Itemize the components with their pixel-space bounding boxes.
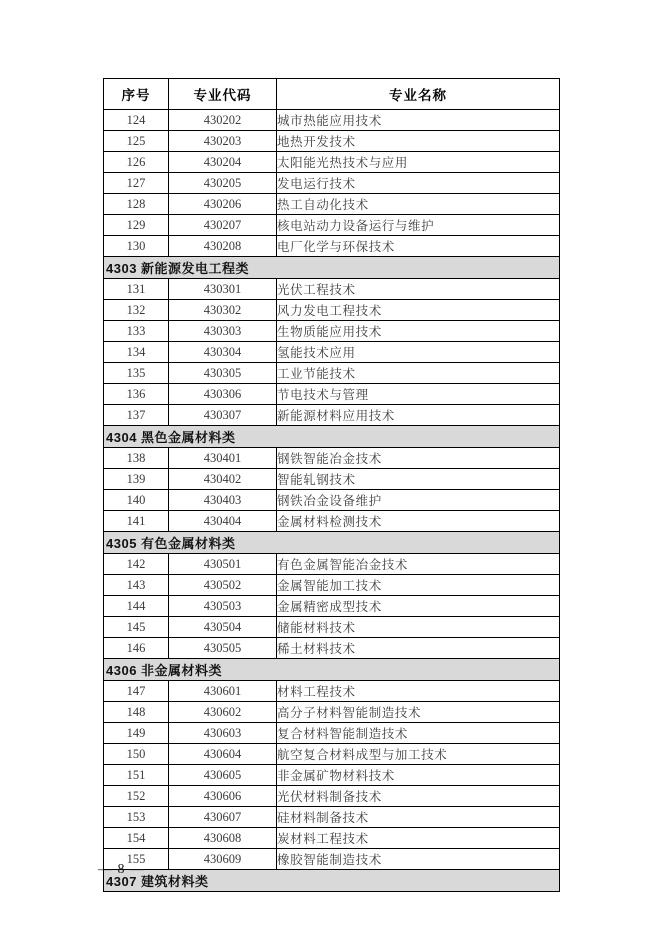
- cell-major-name: 热工自动化技术: [277, 194, 560, 215]
- cell-major-name: 生物质能应用技术: [277, 321, 560, 342]
- cell-sequence-number: 133: [104, 321, 169, 342]
- table-row: [104, 575, 560, 596]
- cell-major-name: 橡胶智能制造技术: [277, 849, 560, 870]
- table-row: [104, 448, 560, 469]
- category-label: 4304 黑色金属材料类: [104, 426, 560, 448]
- cell-major-code: 430207: [169, 215, 277, 236]
- cell-major-name: 光伏工程技术: [277, 279, 560, 300]
- table-row: [104, 828, 560, 849]
- cell-sequence-number: 139: [104, 469, 169, 490]
- cell-major-code: 430505: [169, 638, 277, 659]
- category-row: [104, 426, 560, 448]
- table-row: [104, 300, 560, 321]
- cell-major-code: 430608: [169, 828, 277, 849]
- cell-major-name: 城市热能应用技术: [277, 110, 560, 131]
- table-row: [104, 363, 560, 384]
- cell-major-code: 430206: [169, 194, 277, 215]
- cell-sequence-number: 125: [104, 131, 169, 152]
- category-row: [104, 532, 560, 554]
- cell-major-code: 430601: [169, 681, 277, 702]
- table-header-row: [104, 79, 560, 110]
- column-header-code: 专业代码: [169, 79, 277, 110]
- category-label: 4305 有色金属材料类: [104, 532, 560, 554]
- category-row: [104, 870, 560, 892]
- category-label: 4303 新能源发电工程类: [104, 257, 560, 279]
- cell-major-code: 430604: [169, 744, 277, 765]
- table-row: [104, 110, 560, 131]
- cell-major-code: 430501: [169, 554, 277, 575]
- cell-major-code: 430502: [169, 575, 277, 596]
- table-row: [104, 849, 560, 870]
- cell-major-code: 430303: [169, 321, 277, 342]
- category-label: 4306 非金属材料类: [104, 659, 560, 681]
- cell-sequence-number: 134: [104, 342, 169, 363]
- cell-major-name: 电厂化学与环保技术: [277, 236, 560, 257]
- column-header-name: 专业名称: [277, 79, 560, 110]
- table-row: [104, 786, 560, 807]
- table-row: [104, 321, 560, 342]
- cell-sequence-number: 140: [104, 490, 169, 511]
- catalog-table-container: [103, 78, 559, 892]
- cell-sequence-number: 146: [104, 638, 169, 659]
- cell-sequence-number: 149: [104, 723, 169, 744]
- cell-sequence-number: 135: [104, 363, 169, 384]
- cell-major-code: 430402: [169, 469, 277, 490]
- table-row: [104, 638, 560, 659]
- cell-sequence-number: 138: [104, 448, 169, 469]
- table-row: [104, 405, 560, 426]
- cell-major-name: 航空复合材料成型与加工技术: [277, 744, 560, 765]
- cell-major-name: 金属精密成型技术: [277, 596, 560, 617]
- cell-major-name: 高分子材料智能制造技术: [277, 702, 560, 723]
- cell-sequence-number: 131: [104, 279, 169, 300]
- cell-major-name: 工业节能技术: [277, 363, 560, 384]
- cell-major-name: 风力发电工程技术: [277, 300, 560, 321]
- table-row: [104, 490, 560, 511]
- cell-major-name: 有色金属智能冶金技术: [277, 554, 560, 575]
- table-row: [104, 342, 560, 363]
- cell-sequence-number: 137: [104, 405, 169, 426]
- cell-sequence-number: 129: [104, 215, 169, 236]
- cell-major-name: 节电技术与管理: [277, 384, 560, 405]
- cell-major-name: 非金属矿物材料技术: [277, 765, 560, 786]
- table-row: [104, 236, 560, 257]
- table-row: [104, 596, 560, 617]
- cell-major-code: 430504: [169, 617, 277, 638]
- table-row: [104, 765, 560, 786]
- page-number-footer: — 8 —: [98, 862, 145, 877]
- table-row: [104, 681, 560, 702]
- cell-sequence-number: 152: [104, 786, 169, 807]
- cell-major-name: 智能轧钢技术: [277, 469, 560, 490]
- cell-sequence-number: 145: [104, 617, 169, 638]
- cell-major-code: 430606: [169, 786, 277, 807]
- cell-sequence-number: 136: [104, 384, 169, 405]
- cell-major-name: 储能材料技术: [277, 617, 560, 638]
- cell-sequence-number: 141: [104, 511, 169, 532]
- cell-major-code: 430202: [169, 110, 277, 131]
- cell-major-name: 金属材料检测技术: [277, 511, 560, 532]
- table-row: [104, 173, 560, 194]
- cell-sequence-number: 132: [104, 300, 169, 321]
- category-row: [104, 257, 560, 279]
- cell-sequence-number: 124: [104, 110, 169, 131]
- table-row: [104, 215, 560, 236]
- cell-major-name: 稀土材料技术: [277, 638, 560, 659]
- table-row: [104, 279, 560, 300]
- cell-major-name: 光伏材料制备技术: [277, 786, 560, 807]
- cell-major-name: 氢能技术应用: [277, 342, 560, 363]
- cell-major-name: 钢铁冶金设备维护: [277, 490, 560, 511]
- cell-major-code: 430204: [169, 152, 277, 173]
- table-row: [104, 131, 560, 152]
- category-label: 4307 建筑材料类: [104, 870, 560, 892]
- table-row: [104, 469, 560, 490]
- table-row: [104, 702, 560, 723]
- cell-major-name: 地热开发技术: [277, 131, 560, 152]
- cell-sequence-number: 151: [104, 765, 169, 786]
- table-row: [104, 511, 560, 532]
- cell-major-name: 硅材料制备技术: [277, 807, 560, 828]
- table-row: [104, 194, 560, 215]
- cell-major-name: 新能源材料应用技术: [277, 405, 560, 426]
- table-row: [104, 617, 560, 638]
- cell-sequence-number: 127: [104, 173, 169, 194]
- cell-sequence-number: 155: [104, 849, 169, 870]
- table-row: [104, 723, 560, 744]
- table-row: [104, 384, 560, 405]
- table-row: [104, 744, 560, 765]
- cell-major-code: 430609: [169, 849, 277, 870]
- cell-major-code: 430302: [169, 300, 277, 321]
- cell-sequence-number: 154: [104, 828, 169, 849]
- cell-major-code: 430403: [169, 490, 277, 511]
- category-row: [104, 659, 560, 681]
- cell-sequence-number: 142: [104, 554, 169, 575]
- cell-major-name: 钢铁智能冶金技术: [277, 448, 560, 469]
- cell-major-code: 430305: [169, 363, 277, 384]
- cell-major-code: 430203: [169, 131, 277, 152]
- table-row: [104, 152, 560, 173]
- cell-major-code: 430603: [169, 723, 277, 744]
- cell-sequence-number: 130: [104, 236, 169, 257]
- cell-major-name: 炭材料工程技术: [277, 828, 560, 849]
- cell-major-code: 430306: [169, 384, 277, 405]
- cell-sequence-number: 153: [104, 807, 169, 828]
- cell-major-name: 复合材料智能制造技术: [277, 723, 560, 744]
- cell-sequence-number: 126: [104, 152, 169, 173]
- table-header: [104, 79, 560, 110]
- cell-sequence-number: 144: [104, 596, 169, 617]
- cell-major-code: 430602: [169, 702, 277, 723]
- cell-major-code: 430307: [169, 405, 277, 426]
- cell-major-code: 430503: [169, 596, 277, 617]
- cell-major-name: 发电运行技术: [277, 173, 560, 194]
- cell-sequence-number: 128: [104, 194, 169, 215]
- major-catalog-table: [103, 78, 560, 892]
- cell-sequence-number: 147: [104, 681, 169, 702]
- cell-sequence-number: 143: [104, 575, 169, 596]
- table-row: [104, 554, 560, 575]
- cell-major-code: 430304: [169, 342, 277, 363]
- cell-major-code: 430205: [169, 173, 277, 194]
- cell-major-code: 430301: [169, 279, 277, 300]
- cell-major-code: 430401: [169, 448, 277, 469]
- cell-major-name: 太阳能光热技术与应用: [277, 152, 560, 173]
- cell-major-code: 430404: [169, 511, 277, 532]
- cell-major-name: 金属智能加工技术: [277, 575, 560, 596]
- table-row: [104, 807, 560, 828]
- cell-major-name: 核电站动力设备运行与维护: [277, 215, 560, 236]
- cell-major-code: 430605: [169, 765, 277, 786]
- cell-sequence-number: 150: [104, 744, 169, 765]
- column-header-seq: 序号: [104, 79, 169, 110]
- cell-major-code: 430208: [169, 236, 277, 257]
- cell-sequence-number: 148: [104, 702, 169, 723]
- cell-major-name: 材料工程技术: [277, 681, 560, 702]
- table-body: [104, 110, 560, 892]
- cell-major-code: 430607: [169, 807, 277, 828]
